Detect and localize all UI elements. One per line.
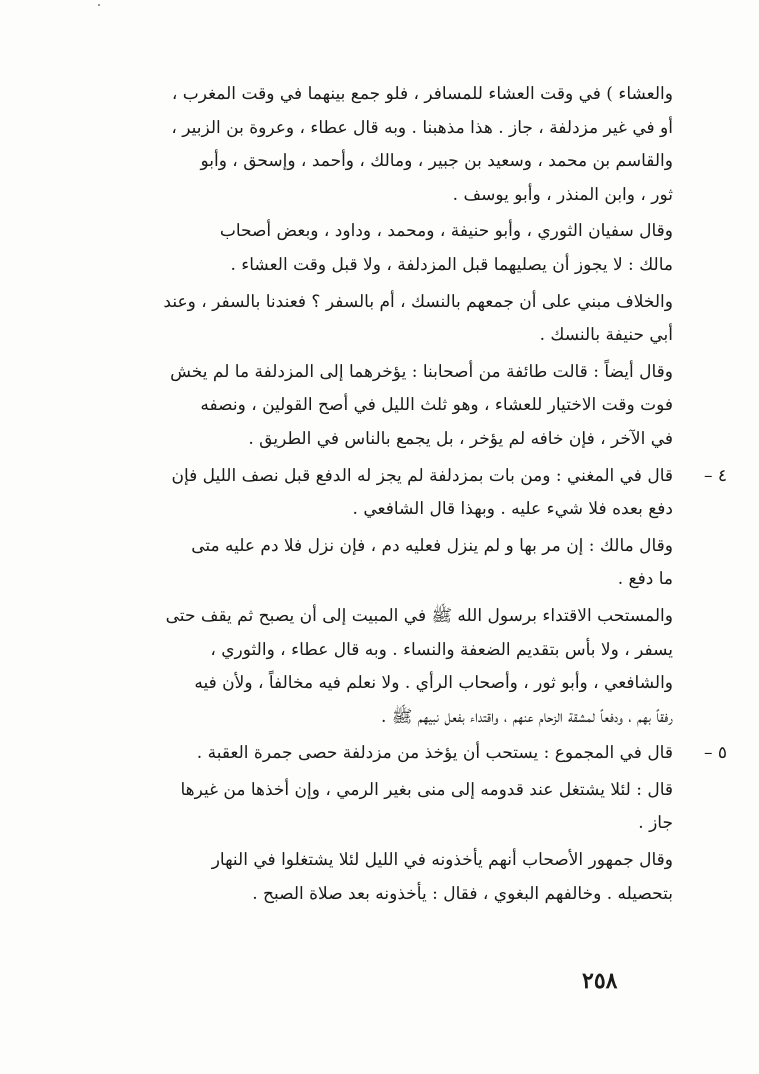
text-line: دفع بعده فلا شيء عليه . وبهذا قال الشافعي . bbox=[352, 499, 673, 520]
paragraph-9 bbox=[80, 774, 673, 841]
text-line: أو في غير مزدلفة ، جاز . هذا مذهبنا . وبه قال عطاء ، وعروة بن الزبير ، bbox=[171, 117, 673, 138]
paragraph-2 bbox=[80, 215, 673, 282]
text-line: والعشاء ) في وقت العشاء للمسافر ، فلو جمع بينهما في وقت المغرب ، bbox=[171, 84, 673, 104]
text-line: ما دفع . bbox=[617, 569, 673, 590]
item-number: ٥ – bbox=[703, 743, 727, 764]
paragraph-10 bbox=[80, 844, 673, 911]
paragraph-1 bbox=[80, 78, 673, 212]
page-body bbox=[80, 78, 727, 914]
text-line: أبي حنيفة بالنسك . bbox=[539, 325, 673, 346]
text-line: يسفر ، ولا بأس بتقديم الضعفة والنساء . وبه قال عطاء ، والثوري ، bbox=[210, 639, 673, 660]
numbered-item-5 bbox=[80, 737, 727, 771]
text-line: قال : لئلا يشتغل عند قدومه إلى منى بغير الرمي ، وإن أخذها من غيرها bbox=[180, 779, 673, 800]
text-line: وقال سفيان الثوري ، وأبو حنيفة ، ومحمد ، وداود ، وبعض أصحاب bbox=[219, 221, 673, 242]
text-line: فوت وقت الاختيار للعشاء ، وهو ثلث الليل في أصح القولين ، ونصفه bbox=[200, 395, 673, 416]
scan-speck bbox=[98, 4, 100, 6]
text-line: قال في المغني : ومن بات بمزدلفة لم يجز له الدفع قبل نصف الليل فإن bbox=[171, 465, 673, 486]
text-line: قال في المجموع : يستحب أن يؤخذ من مزدلفة حصى جمرة العقبة . bbox=[196, 743, 673, 764]
text-line: والمستحب الاقتداء برسول الله ﷺ في المبيت إلى أن يصبح ثم يقف حتى bbox=[165, 605, 673, 626]
text-line: والخلاف مبني على أن جمعهم بالنسك ، أم بالسفر ؟ فعندنا بالسفر ، وعند bbox=[163, 291, 673, 312]
text-line: والقاسم بن محمد ، وسعيد بن جبير ، ومالك ، وأحمد ، وإسحق ، وأبو bbox=[200, 151, 673, 172]
text-line: في الآخر ، فإن خافه لم يؤخر ، بل يجمع بالناس في الطريق . bbox=[248, 428, 673, 449]
text-line: ثور ، وابن المنذر ، وأبو يوسف . bbox=[452, 184, 673, 205]
item-number: ٤ – bbox=[703, 465, 727, 486]
text-line: والشافعي ، وأبو ثور ، وأصحاب الرأي . ولا نعلم فيه مخالفاً ، ولأن فيه bbox=[194, 673, 673, 694]
text-line: وقال مالك : إن مر بها و لم ينزل فعليه دم ، فإن نزل فلا دم عليه متى bbox=[191, 535, 673, 556]
text-line: وقال أيضاً : قالت طائفة من أصحابنا : يؤخرهما إلى المزدلفة ما لم يخش bbox=[170, 361, 673, 382]
text-line: مالك : لا يجوز أن يصليهما قبل المزدلفة ، ولا قبل وقت العشاء . bbox=[230, 254, 673, 275]
paragraph-3 bbox=[80, 286, 673, 353]
text-line: رفقاً بهم ، ودفعاً لمشقة الزحام عنهم ، واقتداء بفعل نبيهم ﷺ . bbox=[381, 706, 673, 727]
text-line: جاز . bbox=[638, 813, 673, 834]
text-line: وقال جمهور الأصحاب أنهم يأخذونه في الليل لئلا يشتغلوا في النهار bbox=[211, 850, 673, 871]
page-number: ٢٥٨ bbox=[582, 968, 618, 994]
paragraph-6 bbox=[80, 530, 673, 597]
paragraph-4 bbox=[80, 356, 673, 457]
text-line: بتحصيله . وخالفهم البغوي ، فقال : يأخذونه بعد صلاة الصبح . bbox=[252, 883, 673, 904]
paragraph-7 bbox=[80, 600, 673, 734]
numbered-item-4 bbox=[80, 460, 727, 527]
